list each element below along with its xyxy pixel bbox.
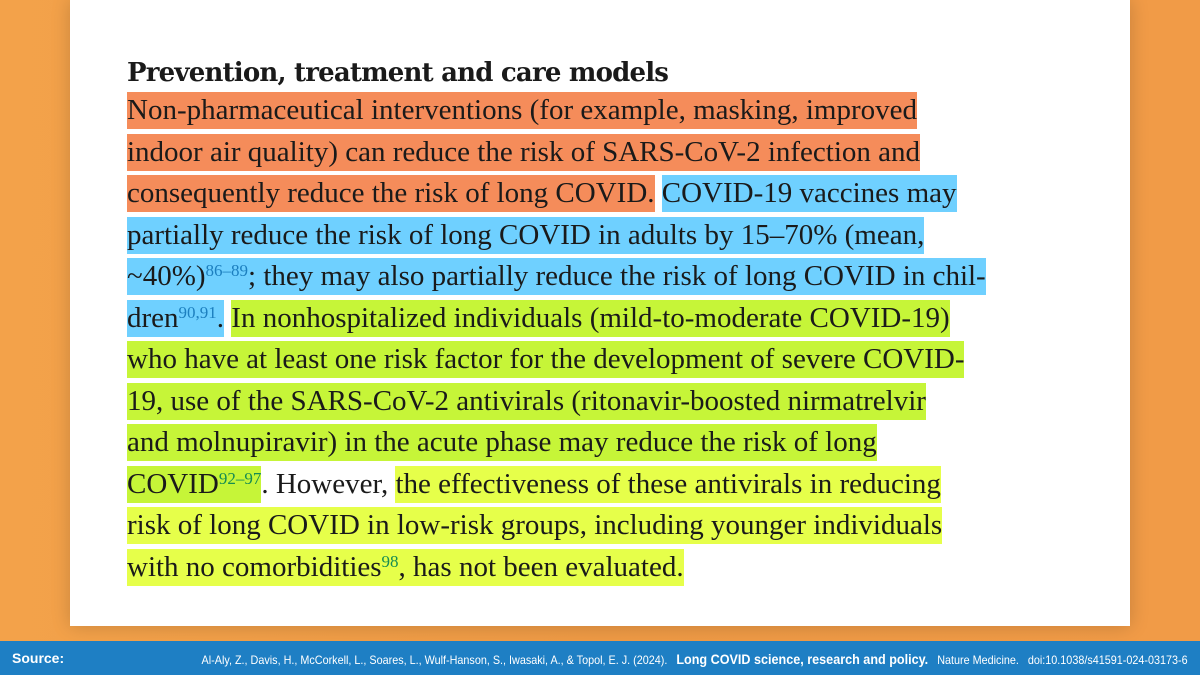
- source-label: Source:: [12, 650, 65, 666]
- citation-journal: Nature Medicine.: [937, 653, 1020, 667]
- highlighted-text-green: and molnupiravir) in the acute phase may reduce the risk of long: [127, 424, 877, 461]
- document-card: [70, 0, 1130, 626]
- highlighted-text-blue: ; they may also partially reduce the risk of long COVID in chil-: [248, 258, 986, 295]
- citation-title: Long COVID science, research and policy.: [676, 651, 929, 667]
- highlighted-text-yellow: risk of long COVID in low-risk groups, including younger individuals: [127, 507, 942, 544]
- text-line: [127, 422, 1077, 464]
- citation-reference: [382, 549, 399, 586]
- unhighlighted-text: [655, 175, 662, 212]
- text-line: [127, 173, 1077, 215]
- highlighted-text-green: who have at least one risk factor for the development of severe COVID-: [127, 341, 964, 378]
- citation-authors: Al-Aly, Z., Davis, H., McCorkell, L., Soares, L., Wulf-Hanson, S., Iwasaki, A., & Topol, E. J. (2024).: [201, 653, 668, 667]
- citation-reference: [179, 300, 217, 337]
- highlighted-text-orange: Non-pharmaceutical interventions (for example, masking, improved: [127, 92, 917, 129]
- text-line: [127, 547, 1077, 589]
- reference-number: 86–89: [205, 261, 249, 280]
- highlighted-text-green: In nonhospitalized individuals (mild-to-moderate COVID-19): [231, 300, 949, 337]
- text-line: [127, 464, 1077, 506]
- highlighted-text-orange: indoor air quality) can reduce the risk of SARS-CoV-2 infection and: [127, 134, 920, 171]
- highlighted-paragraph: [127, 90, 1077, 588]
- highlighted-text-yellow: with no comorbidities: [127, 549, 382, 586]
- source-bar: [0, 641, 1200, 675]
- section-heading: Prevention, treatment and care models: [127, 58, 669, 88]
- reference-number: 90,91: [178, 302, 217, 322]
- text-line: [127, 381, 1077, 423]
- highlighted-text-orange: consequently reduce the risk of long COVID.: [127, 175, 655, 212]
- highlighted-text-blue: ~40%): [127, 258, 206, 295]
- highlighted-text-green: COVID: [127, 466, 219, 503]
- reference-number: 98: [381, 551, 399, 571]
- highlighted-text-blue: dren: [127, 300, 179, 337]
- citation-doi: doi:10.1038/s41591-024-03173-6: [1028, 653, 1188, 667]
- highlighted-text-yellow: , has not been evaluated.: [399, 549, 684, 586]
- highlighted-text-blue: .: [217, 300, 224, 337]
- citation-reference: [206, 258, 249, 295]
- text-line: [127, 256, 1077, 298]
- text-line: [127, 339, 1077, 381]
- text-line: [127, 215, 1077, 257]
- text-line: [127, 505, 1077, 547]
- unhighlighted-text: . However,: [261, 467, 396, 500]
- highlighted-text-blue: partially reduce the risk of long COVID in adults by 15–70% (mean,: [127, 217, 924, 254]
- highlighted-text-yellow: the effectiveness of these antivirals in reducing: [395, 466, 940, 503]
- text-line: [127, 298, 1077, 340]
- source-citation: [202, 651, 1188, 667]
- text-line: [127, 132, 1077, 174]
- citation-reference: [219, 466, 262, 503]
- reference-number: 92–97: [218, 468, 262, 488]
- highlighted-text-green: 19, use of the SARS-CoV-2 antivirals (ritonavir-boosted nirmatrelvir: [127, 383, 926, 420]
- highlighted-text-blue: COVID-19 vaccines may: [662, 175, 957, 212]
- text-line: [127, 90, 1077, 132]
